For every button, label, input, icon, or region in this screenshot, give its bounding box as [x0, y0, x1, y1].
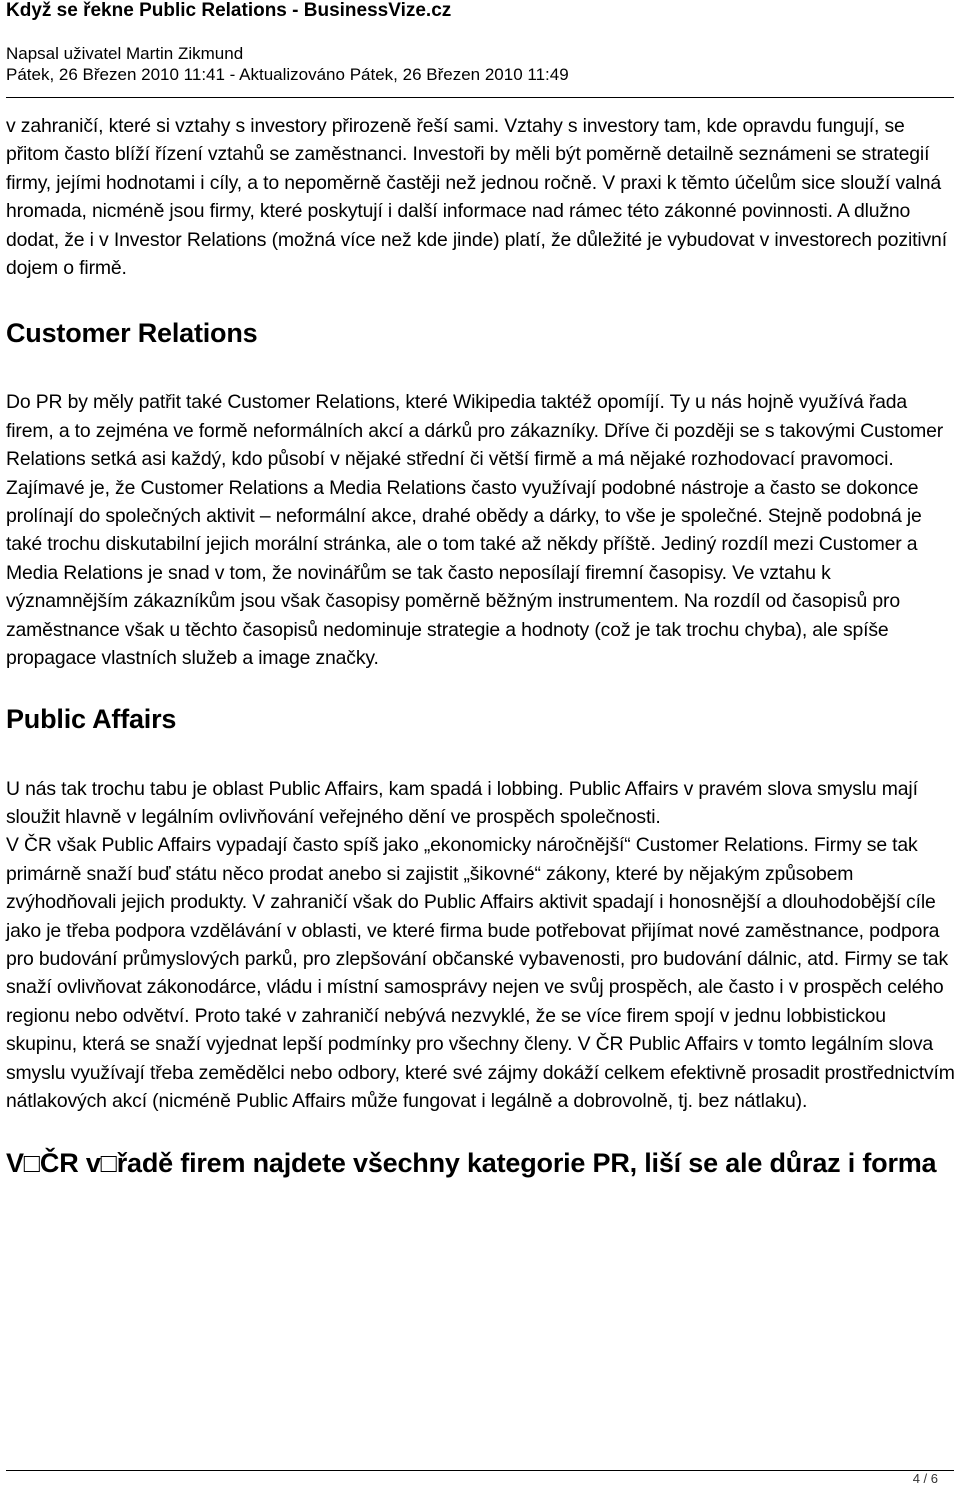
document-title: Když se řekne Public Relations - BusinessVize.cz [6, 0, 452, 21]
date-line: Pátek, 26 Březen 2010 11:41 - Aktualizováno Pátek, 26 Březen 2010 11:49 [6, 65, 569, 84]
author-line: Napsal uživatel Martin Zikmund [6, 44, 244, 63]
heading-customer-relations: Customer Relations [6, 318, 258, 349]
heading-czech-pr-categories: V□ČR v□řadě firem najdete všechny kategorie PR, liší se ale důraz i forma [6, 1148, 937, 1179]
heading-public-affairs: Public Affairs [6, 703, 177, 734]
page-number: 4 / 6 [912, 1471, 938, 1486]
footer-divider [6, 1470, 954, 1471]
intro-paragraph: v zahraničí, které si vztahy s investory přirozeně řeší sami. Vztahy s investory tam, kde opravdu fungují, se přitom často blíží řízení vztahů se zaměstnanci. Investoři by měli být poměrně detailně seznámeni se strategií firmy, jejími hodnotami i cíly, a to nepoměrně častěji než jednou ročně. V praxi k těmto účelům sice slouží valná hromada, nicméně jsou firmy, které poskytují i další informace nad rámec této zákonné povinnosti. A dlužno dodat, že i v Investor Relations (možná více než kde jinde) platí, že důležité je vybudovat v investorech pozitivní dojem o firmě. [6, 115, 947, 280]
public-affairs-paragraph-2: V ČR však Public Affairs vypadají často spíš jako „ekonomicky náročnější“ Customer Relations. Firmy se tak primárně snaží buď státu něco prodat anebo si zajistit „šikovné“ zákony, které by nějakým způsobem zvýhodňovali jejich produkty. V zahraničí však do Public Affairs aktivit spadají i honosnější a dlouhodobější cíle jako je třeba podpora vzdělávání v oblasti, ve které firma bude potřebovat přijímat nové zaměstnance, podpora pro budování průmyslových parků, pro zlepšování občanské vybavenosti, pro budování dálnic, atd. Firmy se tak snaží ovlivňovat zákonodárce, vládu i místní samosprávy nejen ve svůj prospěch, ale často i v prospěch celého regionu nebo odvětví. Proto také v zahraničí nebývá nezvyklé, že se více firem spojí v jednu lobbistickou skupinu, která se snaží vyjednat lepší podmínky pro všechny členy. V ČR Public Affairs v tomto legálním slova smyslu využívají třeba zemědělci nebo odbory, které své zájmy dokáží celkem efektivně prosadit prostřednictvím nátlakových akcí (nicméně Public Affairs může fungovat i legálně a dobrovolně, tj. bez nátlaku). [6, 834, 955, 1112]
public-affairs-paragraph-1: U nás tak trochu tabu je oblast Public Affairs, kam spadá i lobbing. Public Affairs v pravém slova smyslu mají sloužit hlavně v legálním ovlivňování veřejného dění ve prospěch společnosti. [6, 777, 918, 828]
header-divider [6, 97, 954, 98]
customer-relations-paragraph: Do PR by měly patřit také Customer Relations, které Wikipedia taktéž opomíjí. Ty u nás hojně využívá řada firem, a to zejména ve formě neformálních akcí a dárků pro zákazníky. Dříve či později se s takovými Customer Relations setká asi každý, kdo působí v nějaké střední či větší firmě a má nějaké rozhodovací pravomoci. Zajímavé je, že Customer Relations a Media Relations často využívají podobné nástroje a často se dokonce prolínají do společných aktivit – neformální akce, drahé obědy a dárky, to vše je společné. Stejně podobná je také trochu diskutabilní jejich morální stránka, ale o tom také až někdy příště. Jediný rozdíl mezi Customer a Media Relations je snad v tom, že novinářům se tak často neposílají firemní časopisy. Ve vztahu k významnějším zákazníkům jsou však časopisy poměrně běžným instrumentem. Na rozdíl od časopisů pro zaměstnance však u těchto časopisů nedominuje strategie a hodnoty (což je tak trochu chyba), ale spíše propagace vlastních služeb a image značky. [6, 391, 944, 670]
article-body [6, 112, 956, 1182]
document-header [6, 0, 954, 85]
